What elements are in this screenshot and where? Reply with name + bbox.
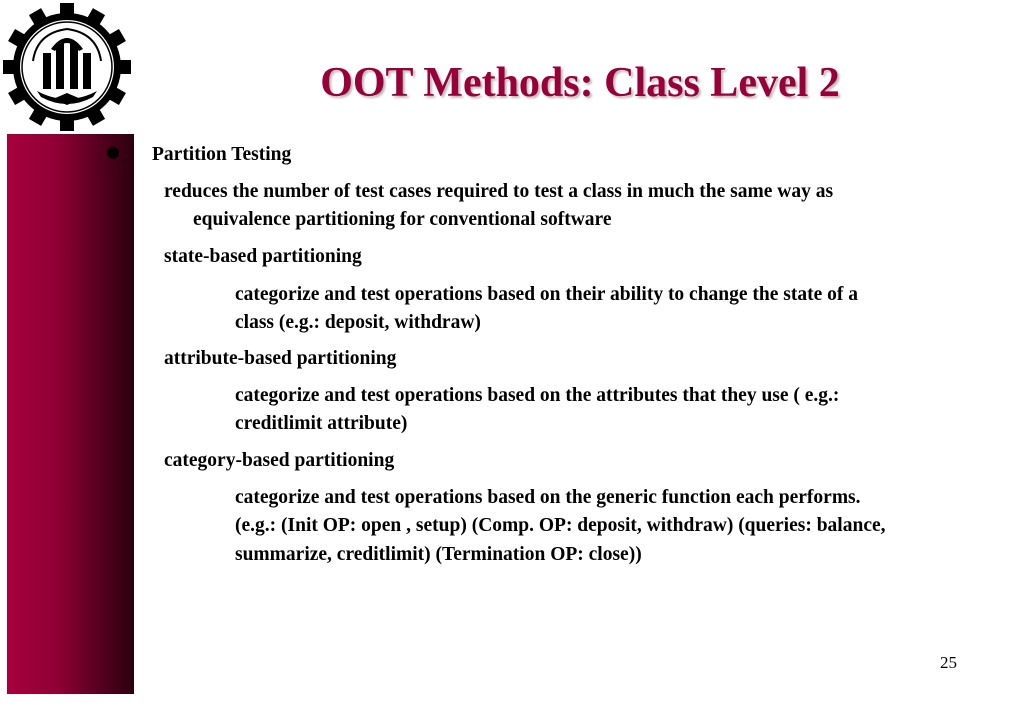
category-description: categorize and test operations based on the generic function each performs. [235,487,861,508]
subheading-attribute: attribute-based partitioning [164,348,397,369]
intro-line: equivalence partitioning for conventional software [193,209,612,230]
attribute-description: creditlimit attribute) [235,413,408,434]
bullet-heading: Partition Testing [152,144,292,165]
category-description: summarize, creditlimit) (Termination OP: close)) [235,544,642,565]
subheading-state: state-based partitioning [164,246,362,267]
category-description: (e.g.: (Init OP: open , setup) (Comp. OP: deposit, withdraw) (queries: balance, [235,515,886,536]
state-description: categorize and test operations based on their ability to change the state of a [235,284,859,305]
attribute-description: categorize and test operations based on the attributes that they use ( e.g.: [235,385,840,406]
intro-line: reduces the number of test cases required to test a class in much the same way as [164,181,834,202]
subheading-category: category-based partitioning [164,450,395,471]
state-description: class (e.g.: deposit, withdraw) [235,312,481,333]
slide-title: OOT Methods: Class Level 2 [320,60,840,106]
page-number: 25 [940,653,957,672]
